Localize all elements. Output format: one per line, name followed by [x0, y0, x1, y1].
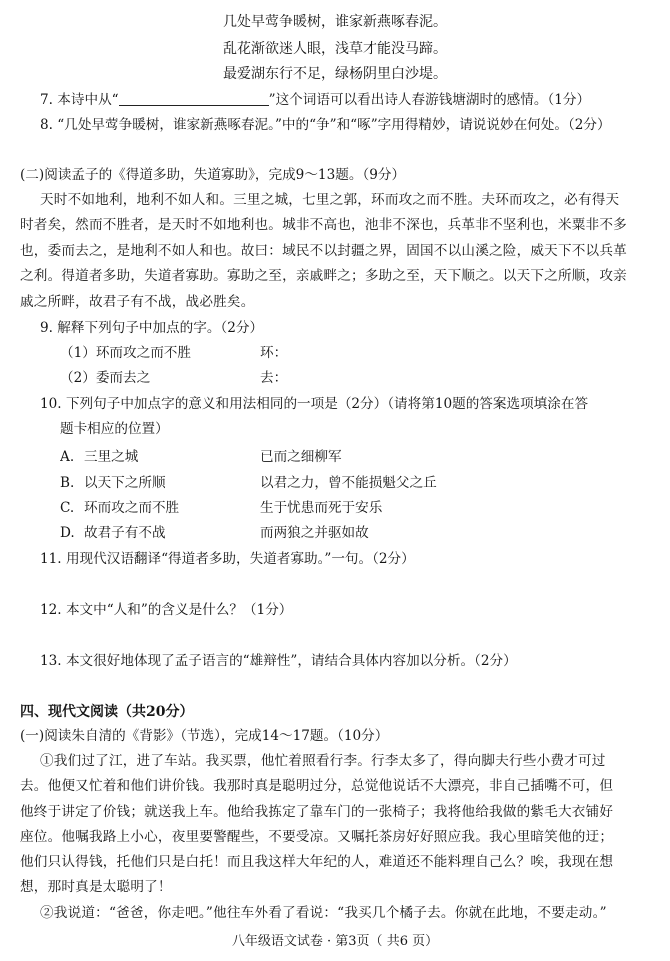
passage-2-line-5: 他们只认得钱，托他们只是白托！而且我这样大年纪的人，难道还不能料理自己么？唉，我现在想	[20, 854, 614, 870]
option-d[interactable]	[60, 521, 652, 545]
passage-1-line-2: 时者矣，然而不胜者，是天时不如地利也。城非不高也，池非不深也，兵革非不坚利也，米粟非不多	[20, 217, 627, 233]
question-7-before: 7. 本诗中从“	[40, 92, 119, 108]
question-8: 8. “几处早莺争暖树，谁家新燕啄春泥。”中的“争”和“啄”字用得精妙，请说说妙在何处。（2分）	[40, 117, 611, 133]
question-7	[40, 88, 652, 112]
passage-1-line-4: 之利。得道者多助，失道者寡助。寡助之至，亲戚畔之；多助之至，天下顺之。以天下之所顺，攻亲	[20, 268, 627, 284]
option-b-label: B.	[60, 475, 75, 491]
passage-1-line-1: 天时不如地利，地利不如人和。三里之城，七里之郭，环而攻之而不胜。夫环而攻之，必有得天	[40, 192, 620, 208]
option-c-left: 环而攻之而不胜	[84, 500, 180, 516]
section-4-subtitle: (一)阅读朱自清的《背影》（节选），完成14～17题。（10分）	[20, 728, 389, 744]
question-13: 13. 本文很好地体现了孟子语言的“雄辩性”，请结合具体内容加以分析。（2分）	[40, 653, 517, 669]
option-a-label: A.	[60, 449, 75, 465]
passage-2-line-7: ②我说道：“爸爸，你走吧。”他往车外看了看说：“我买几个橘子去。你就在此地，不要走动。”	[40, 905, 607, 921]
section-2-title: (二)阅读孟子的《得道多助，失道寡助》，完成9～13题。（9分）	[20, 167, 406, 183]
poem-line-2: 乱花渐欲迷人眼，浅草才能没马蹄。	[223, 41, 447, 57]
option-b-right: 以君之力，曾不能损魁父之丘	[260, 475, 437, 491]
question-12: 12. 本文中“人和”的含义是什么？（1分）	[40, 602, 293, 618]
option-a[interactable]	[60, 445, 652, 469]
question-7-after: ”这个词语可以看出诗人春游钱塘湖时的感情。（1分）	[268, 92, 591, 108]
question-9-item-1-char: 环：	[260, 345, 288, 361]
option-c-label: C.	[60, 500, 75, 516]
question-11: 11. 用现代汉语翻译“得道者多助，失道者寡助。”一句。（2分）	[40, 551, 415, 567]
passage-1-line-5: 戚之所畔，故君子有不战，战必胜矣。	[20, 294, 255, 310]
passage-1-line-3: 也，委而去之，是地利不如人和也。故曰：域民不以封疆之界，固国不以山溪之险，威天下不以兵革	[20, 243, 627, 259]
passage-2-line-6: 想，那时真是太聪明了！	[20, 879, 172, 895]
poem-line-3: 最爱湖东行不足，绿杨阴里白沙堤。	[223, 66, 447, 82]
answer-blank[interactable]	[119, 91, 269, 106]
question-9: 9. 解释下列句子中加点的字。（2分）	[40, 320, 264, 336]
poem-line-1: 几处早莺争暖树，谁家新燕啄春泥。	[223, 14, 447, 30]
option-d-left: 故君子有不战	[84, 525, 166, 541]
question-9-item-2-char: 去：	[260, 370, 288, 386]
passage-2-line-1: ①我们过了江，进了车站。我买票，他忙着照看行李。行李太多了，得向脚夫行些小费才可过	[40, 753, 606, 769]
option-d-label: D.	[60, 525, 75, 541]
page-footer: 八年级语文试卷 · 第3页（ 共6 页）	[231, 934, 439, 949]
option-b-left: 以天下之所顺	[84, 475, 166, 491]
passage-2-line-3: 他终于讲定了价钱；就送我上车。他给我拣定了靠车门的一张椅子；我将他给我做的紫毛大衣铺好	[20, 804, 614, 820]
question-9-item-1-text: （1）环而攻之而不胜	[60, 345, 191, 361]
option-c[interactable]	[60, 496, 652, 520]
option-a-left: 三里之城	[84, 449, 139, 465]
section-4-title: 四、现代文阅读（共20分）	[20, 704, 194, 720]
option-d-right: 而两狼之并驱如故	[260, 525, 369, 541]
option-b[interactable]	[60, 471, 652, 495]
option-c-right: 生于忧患而死于安乐	[260, 500, 383, 516]
question-9-item-2-text: （2）委而去之	[60, 370, 151, 386]
passage-2-line-2: 去。他便又忙着和他们讲价钱。我那时真是聪明过分，总觉他说话不大漂亮，非自己插嘴不可，但	[20, 778, 614, 794]
option-a-right: 已而之细柳军	[260, 449, 342, 465]
passage-2-line-4: 座位。他嘱我路上小心，夜里要警醒些，不要受凉。又嘱托茶房好好照应我。我心里暗笑他的迂；	[20, 829, 614, 845]
question-10-continued: 题卡相应的位置）	[60, 421, 169, 437]
question-9-item-2	[60, 366, 652, 390]
question-9-item-1	[60, 341, 652, 365]
question-10: 10. 下列句子中加点字的意义和用法相同的一项是（2分）（请将第10题的答案选项填涂在答	[40, 396, 589, 412]
